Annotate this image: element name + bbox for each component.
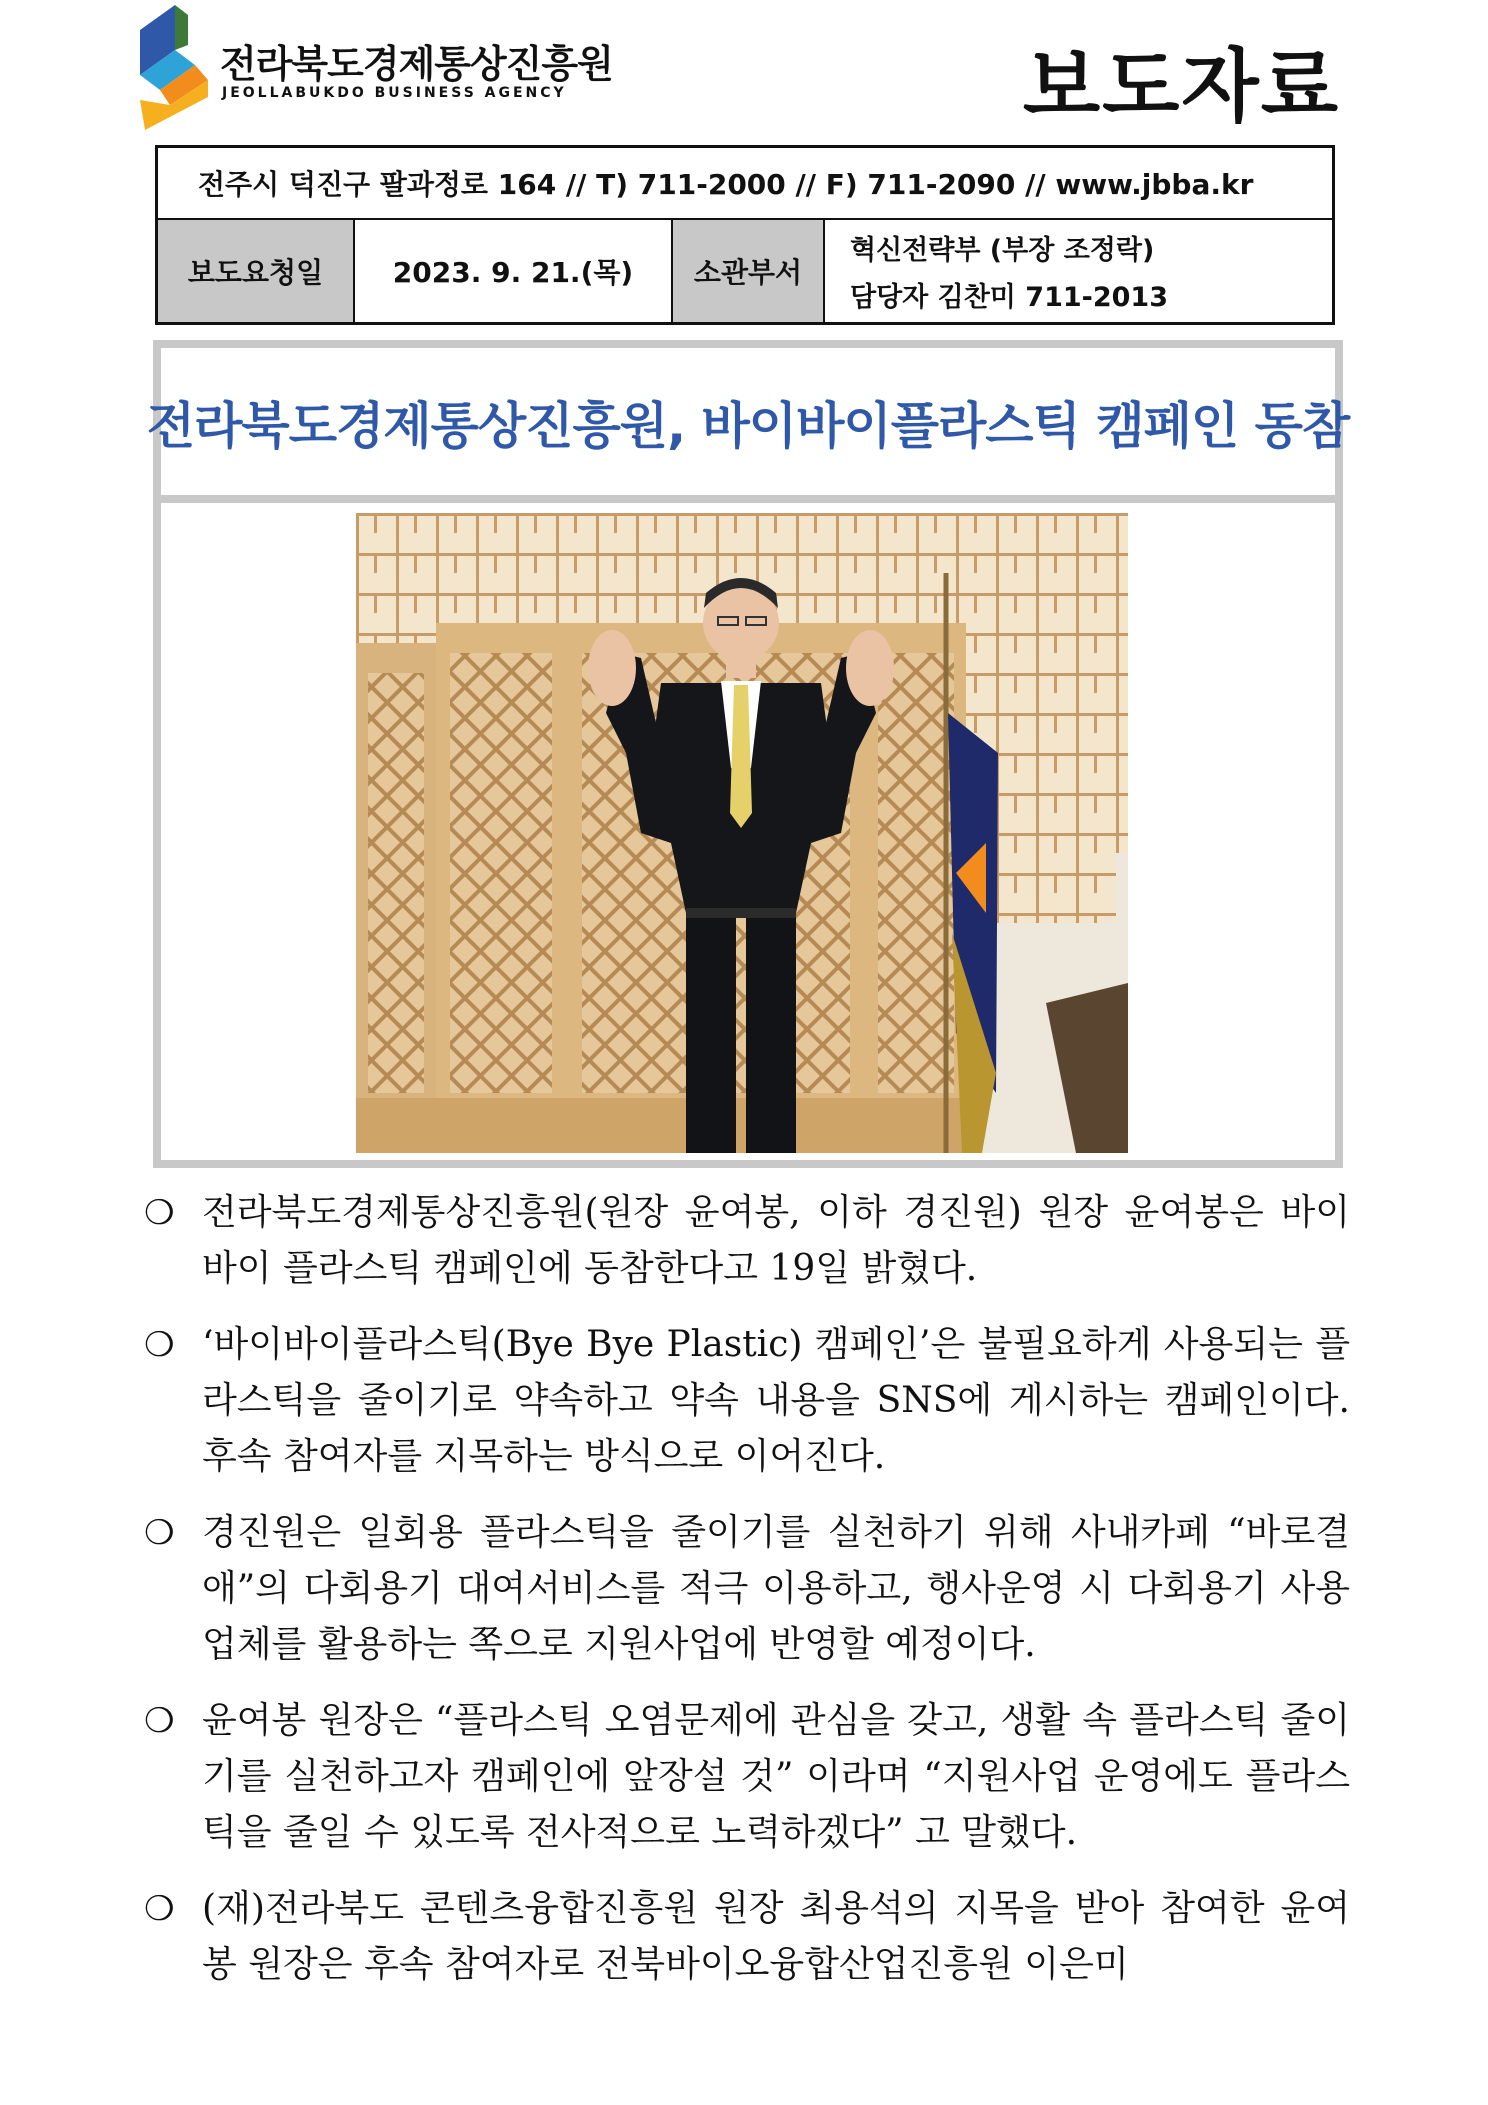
article-headline: 전라북도경제통상진흥원, 바이바이플라스틱 캠페인 동참 (146, 396, 1350, 455)
bullet-icon: ❍ (144, 1701, 175, 1741)
press-info-table (155, 145, 1335, 325)
contact-person: 담당자 김찬미 711-2013 (850, 282, 1169, 313)
paragraph-text: (재)전라북도 콘텐츠융합진흥원 원장 최용석의 지목을 받아 참여한 윤여봉 원장은 후속 참여자로 전북바이오융합산업진흥원 이은미 (202, 1888, 1350, 1985)
bullet-icon: ❍ (144, 1889, 175, 1929)
department-value: 혁신전략부 (부장 조정락) (850, 235, 1155, 266)
org-logo (140, 5, 613, 130)
org-name-en: JEOLLABUKDO BUSINESS AGENCY (222, 85, 567, 101)
paragraph (140, 1185, 1350, 1297)
bullet-icon: ❍ (144, 1193, 175, 1233)
photo-box (153, 503, 1343, 1168)
paragraph (140, 1505, 1350, 1673)
paragraph (140, 1881, 1350, 1993)
request-date-value: 2023. 9. 21.(목) (355, 220, 673, 322)
headline-box (146, 340, 1350, 503)
org-name: 전라북도경제통상진흥원 (220, 42, 613, 86)
bullet-icon: ❍ (144, 1513, 175, 1553)
press-info-row (158, 220, 1332, 322)
contact-address-line: 전주시 덕진구 팔과정로 164 // T) 711-2000 // F) 711-2090 // www.jbba.kr (158, 148, 1332, 220)
press-photo (356, 513, 1128, 1153)
org-logo-icon (140, 5, 210, 130)
paragraph (140, 1693, 1350, 1861)
department-label: 소관부서 (673, 220, 825, 322)
bullet-icon: ❍ (144, 1325, 175, 1365)
article-body (140, 1185, 1350, 2013)
department-info (825, 220, 1332, 322)
paragraph-text: 윤여봉 원장은 “플라스틱 오염문제에 관심을 갖고, 생활 속 플라스틱 줄이기를 실천하고자 캠페인에 앞장설 것” 이라며 “지원사업 운영에도 플라스틱을 줄일 수 있도록 전사적으로 노력하겠다” 고 말했다. (202, 1700, 1350, 1853)
paragraph (140, 1317, 1350, 1485)
paragraph-text: 전라북도경제통상진흥원(원장 윤여봉, 이하 경진원) 원장 윤여봉은 바이바이 플라스틱 캠페인에 동참한다고 19일 밝혔다. (202, 1192, 1350, 1289)
request-date-label: 보도요청일 (158, 220, 355, 322)
paragraph-text: 경진원은 일회용 플라스틱을 줄이기를 실천하기 위해 사내카페 “바로결애”의 다회용기 대여서비스를 적극 이용하고, 행사운영 시 다회용기 사용업체를 활용하는 쪽으로 지원사업에 반영할 예정이다. (202, 1512, 1350, 1665)
paragraph-text: ‘바이바이플라스틱(Bye Bye Plastic) 캠페인’은 불필요하게 사용되는 플라스틱을 줄이기로 약속하고 약속 내용을 SNS에 게시하는 캠페인이다. 후속 참여자를 지목하는 방식으로 이어진다. (202, 1324, 1350, 1477)
document-type-title: 보도자료 (1022, 40, 1340, 133)
